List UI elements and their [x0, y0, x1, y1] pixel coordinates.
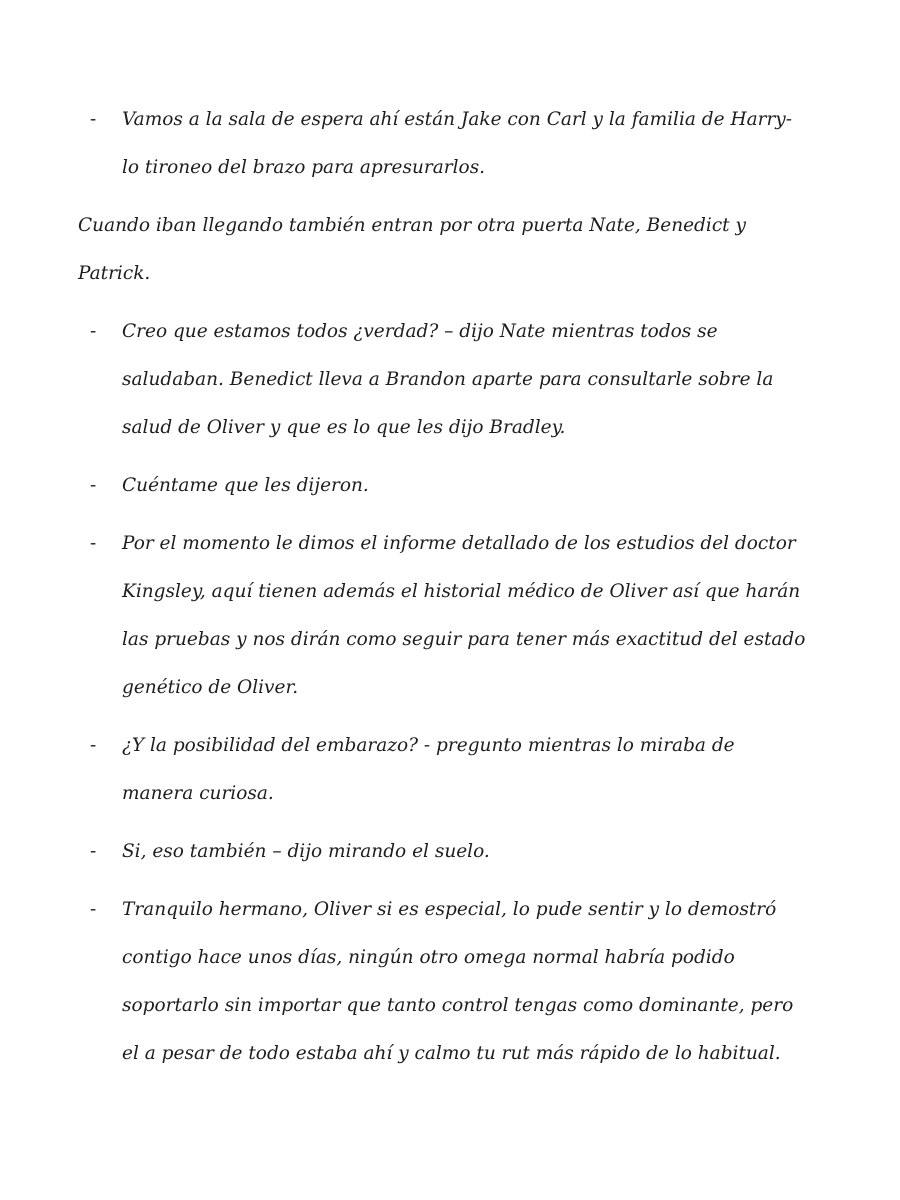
- text-line: lo tironeo del brazo para apresurarlos.: [122, 157, 486, 178]
- text-line: Si, eso también – dijo mirando el suelo.: [122, 841, 490, 862]
- text-line: genético de Oliver.: [122, 677, 299, 698]
- text-line: contigo hace unos días, ningún otro omega normal habría podido: [122, 947, 735, 968]
- text-line: Kingsley, aquí tienen además el historial médico de Oliver así que harán: [122, 581, 801, 602]
- dialogue-item-1: [78, 96, 804, 192]
- dialogue-dash: -: [90, 533, 97, 554]
- dialogue-dash: -: [90, 109, 97, 130]
- text-line: el a pesar de todo estaba ahí y calmo tu rut más rápido de lo habitual.: [122, 1043, 781, 1064]
- narration-paragraph: [78, 202, 804, 298]
- text-line: Por el momento le dimos el informe detallado de los estudios del doctor: [122, 533, 796, 554]
- dialogue-dash: -: [90, 735, 97, 756]
- dialogue-text: [122, 520, 806, 712]
- dialogue-item-4: [78, 520, 804, 712]
- dialogue-dash: -: [90, 899, 97, 920]
- dialogue-item-3: [78, 462, 804, 510]
- text-line: soportarlo sin importar que tanto control tengas como dominante, pero: [122, 995, 794, 1016]
- dialogue-dash: -: [90, 321, 97, 342]
- dialogue-item-6: [78, 828, 804, 876]
- text-line: Cuando iban llegando también entran por otra puerta Nate, Benedict y: [78, 215, 746, 236]
- text-line: Tranquilo hermano, Oliver si es especial, lo pude sentir y lo demostró: [122, 899, 777, 920]
- dialogue-text: [122, 308, 802, 452]
- dialogue-text: [122, 828, 802, 876]
- text-line: Creo que estamos todos ¿verdad? – dijo Nate mientras todos se: [122, 321, 718, 342]
- text-line: Vamos a la sala de espera ahí están Jake con Carl y la familia de Harry-: [122, 109, 793, 130]
- dialogue-item-5: [78, 722, 804, 818]
- text-line: Patrick.: [78, 263, 151, 284]
- dialogue-dash: -: [90, 841, 97, 862]
- dialogue-item-2: [78, 308, 804, 452]
- text-line: saludaban. Benedict lleva a Brandon aparte para consultarle sobre la: [122, 369, 774, 390]
- dialogue-dash: -: [90, 475, 97, 496]
- text-line: salud de Oliver y que es lo que les dijo Bradley.: [122, 417, 566, 438]
- dialogue-text: [122, 96, 802, 192]
- text-line: ¿Y la posibilidad del embarazo? - pregunto mientras lo miraba de: [122, 735, 735, 756]
- dialogue-text: [122, 462, 802, 510]
- dialogue-text: [122, 886, 802, 1078]
- dialogue-text: [122, 722, 802, 818]
- text-line: Cuéntame que les dijeron.: [122, 475, 369, 496]
- text-line: manera curiosa.: [122, 783, 274, 804]
- dialogue-item-7: [78, 886, 804, 1078]
- text-line: las pruebas y nos dirán como seguir para tener más exactitud del estado: [122, 629, 806, 650]
